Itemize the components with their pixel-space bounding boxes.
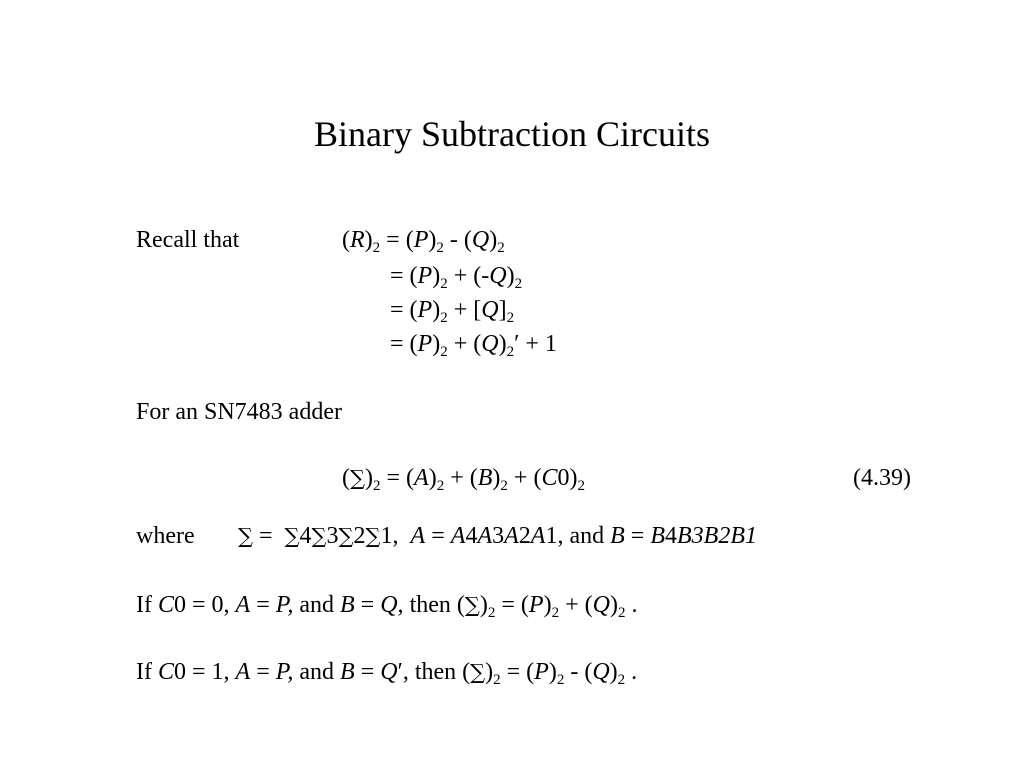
adder-equation: $(\sum)_2 = (A)_2 + (B)_2 + (C0)_2$ [342,465,585,494]
recall-line-2: = $(P)_2 + (-Q)_2$ [390,263,523,292]
recall-line-3: = $(P)_2 + [Q]_2$ [390,297,515,326]
equation-number: (4.39) [853,465,911,491]
recall-label: Recall that [136,227,240,253]
case-c0-one: If C0 = 1, A = P, and B = Q′, then $(\sum)_2 = (P)_2 - (Q)_2$ . [136,659,638,688]
slide-title: Binary Subtraction Circuits [314,114,710,154]
where-label: where [136,523,195,549]
where-definition: ∑ = ∑4∑3∑2∑1, A = A4A3A2A1, and B = B4B3B2B1 [238,523,757,549]
recall-line-4: = $(P)_2 + (Q)_2' + 1$ [390,331,557,360]
recall-line-1: $(R)_2 = (P)_2 - (Q)_2$ [342,227,505,256]
case-c0-zero: If C0 = 0, A = P, and B = Q, then $(\sum)_2 = (P)_2 + (Q)_2$ . [136,592,638,621]
adder-intro: For an SN7483 adder [136,399,342,425]
